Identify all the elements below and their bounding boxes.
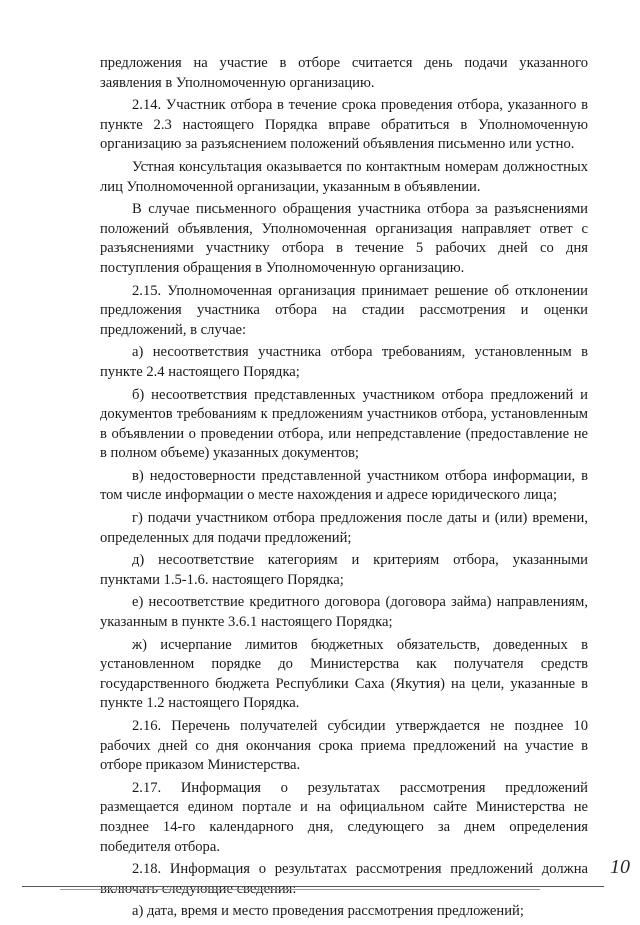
paragraph-2-17: 2.17. Информация о результатах рассмотрения предложений размещается едином портале и на официальном сайте Министерства не позднее 14-го календарного дня, следующего за днем определения победителя отбора. — [100, 779, 588, 855]
footer-divider-secondary — [60, 889, 540, 890]
paragraph-continuation: предложения на участие в отборе считается день подачи указанного заявления в Уполномоченную организацию. — [100, 55, 588, 91]
paragraph-oral-consultation: Устная консультация оказывается по контактным номерам должностных лиц Уполномоченной организации, указанным в объявлении. — [100, 158, 588, 195]
list-item-zh: ж) исчерпание лимитов бюджетных обязательств, доведенных в установленном порядке до Министерства как получателя средств государственного бюджета Республики Саха (Якутия) на цели, указанные в пункте 1.2 настоящего Порядка. — [100, 636, 588, 712]
list-item-d: д) несоответствие категориям и критериям отбора, указанными пунктами 1.5-1.6. настоящего Порядка; — [100, 552, 588, 588]
list-item-a-2-18: а) дата, время и место проведения рассмотрения предложений; — [132, 903, 524, 920]
list-item-b: б) несоответствия представленных участником отбора предложений и документов требованиям к предложениям участников отбора, установленным в объявлении о проведении отбора, или непредставление (предоставление не в полном объеме) указанных документов; — [100, 386, 588, 462]
list-item-a: а) несоответствия участника отбора требованиям, установленным в пункте 2.4 настоящего Порядка; — [100, 344, 588, 380]
list-item-v: в) недостоверности представленной участником отбора информации, в том числе информации о месте нахождения и адресе юридического лица; — [100, 467, 588, 504]
paragraph-2-15: 2.15. Уполномоченная организация принимает решение об отклонении предложения участника отбора на стадии рассмотрения и оценки предложений, в случае: — [100, 282, 588, 338]
paragraph-2-14: 2.14. Участник отбора в течение срока проведения отбора, указанного в пункте 2.3 настоящего Порядка вправе обратиться в Уполномоченную организацию за разъяснением положений объявления письменно или устно. — [100, 97, 588, 153]
list-item-g: г) подачи участником отбора предложения после даты и (или) времени, определенных для подачи предложений; — [100, 510, 588, 546]
list-item-e: е) несоответствие кредитного договора (договора займа) направлениям, указанным в пункте 3.6.1 настоящего Порядка; — [100, 594, 588, 631]
page-number: 10 — [610, 856, 630, 878]
document-text — [100, 54, 588, 925]
footer-divider — [22, 886, 604, 887]
paragraph-2-18: 2.18. Информация о результатах рассмотрения предложений должна — [132, 861, 588, 878]
paragraph-2-16: 2.16. Перечень получателей субсидии утверждается не позднее 10 рабочих дней со дня окончания срока приема предложений на участие в отборе приказом Министерства. — [100, 718, 588, 774]
paragraph-written-request: В случае письменного обращения участника отбора за разъяснениями положений объявления, Уполномоченная организация направляет ответ с разъяснениями участнику отбора в течение 5 рабочих дней со дня поступления обращения в Уполномоченную организацию. — [100, 201, 588, 276]
